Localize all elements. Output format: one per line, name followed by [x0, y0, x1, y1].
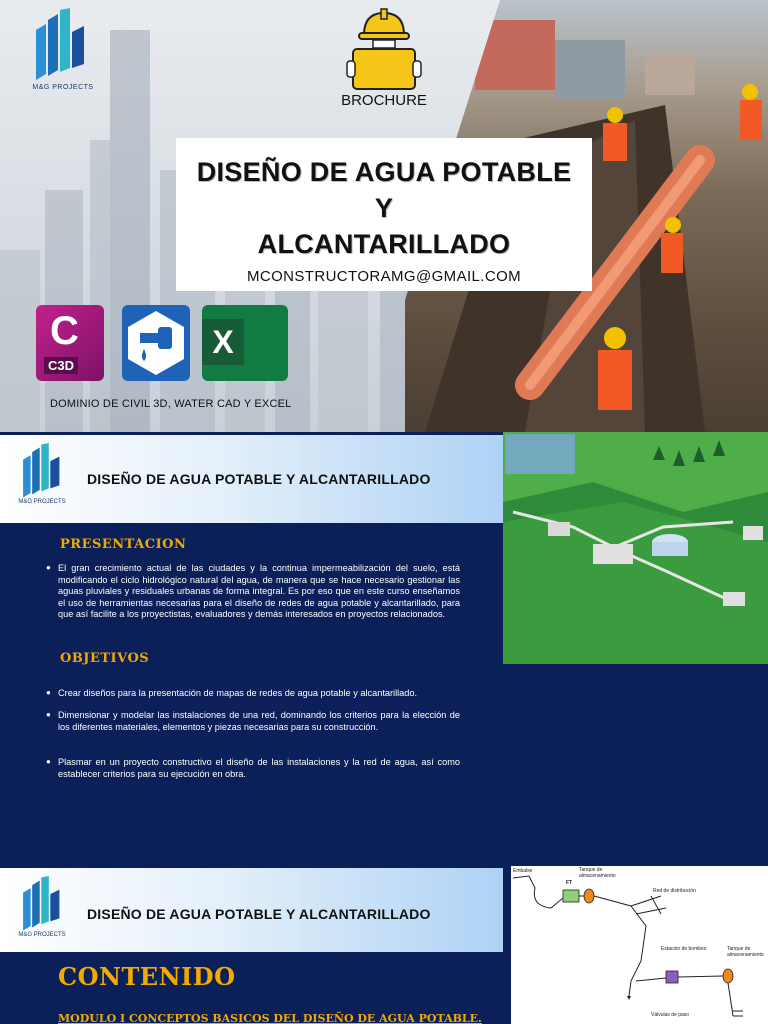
cover-section: [0, 0, 768, 432]
section-title: DISEÑO DE AGUA POTABLE Y ALCANTARILLADO: [87, 906, 431, 922]
presentacion-text: El gran crecimiento actual de las ciudades y la continua impermeabilización del suelo, está modificando el ciclo hidrológico natural del agua, de manera que se hace necesario gestionar las aguas pluviales y residuales urbanas de forma integral. Es por eso que en este curso enseñamos el uso de herramientas necesarias para el diseño de redes de agua potable y alcantarillado, para que así facilite a los proyectistas, evaluadores y demás interesados en proyectos relacionados.: [58, 563, 460, 620]
brochure-label: BROCHURE: [341, 92, 427, 109]
construction-worker-icon: [345, 5, 423, 93]
civil3d-badge: C3D: [44, 357, 78, 374]
label-tanque-top: Tanque de almacenamiento: [579, 867, 616, 879]
mg-projects-logo-small: [12, 443, 72, 505]
bullet-icon: ●: [46, 710, 51, 719]
mg-logo-icon: [30, 8, 92, 82]
contact-email[interactable]: MCONSTRUCTORAMG@GMAIL.COM: [246, 268, 522, 285]
water-cad-icon: [122, 305, 190, 381]
logo-name: M&G PROJECTS: [18, 932, 66, 938]
section-header-band: [0, 868, 503, 952]
cover-title-line-2: Y: [374, 193, 394, 223]
mg-projects-logo-small: [12, 876, 72, 938]
content-section: [0, 866, 768, 1024]
bullet-icon: ●: [46, 688, 51, 697]
logo-name: M&G PROJECTS: [32, 84, 94, 91]
civil3d-letter: C: [50, 309, 79, 353]
bullet-icon: ●: [46, 757, 51, 766]
water-system-diagram: [511, 866, 768, 1024]
presentation-section: [0, 432, 768, 866]
label-tanque-right: Tanque de almacenamiento: [727, 946, 764, 958]
software-domain-text: DOMINIO DE CIVIL 3D, WATER CAD Y EXCEL: [50, 398, 292, 410]
mg-logo-icon: [18, 876, 66, 932]
modulo-1-title: MODULO I CONCEPTOS BASICOS DEL DISEÑO DE AGUA POTABLE.: [58, 1012, 482, 1024]
contenido-heading: CONTENIDO: [58, 962, 236, 991]
section-title: DISEÑO DE AGUA POTABLE Y ALCANTARILLADO: [87, 471, 431, 487]
excel-letter: X: [202, 319, 244, 365]
civil-3d-icon: [36, 305, 104, 381]
logo-name: M&G PROJECTS: [18, 499, 66, 505]
objetivo-text: Crear diseños para la presentación de mapas de redes de agua potable y alcantarillado.: [58, 688, 418, 698]
mg-logo-icon: [18, 443, 66, 499]
objetivos-heading: OBJETIVOS: [60, 651, 150, 666]
cover-title-line-3: ALCANTARILLADO: [257, 229, 511, 259]
cover-title-line-1: DISEÑO DE AGUA POTABLE: [196, 157, 572, 187]
bullet-icon: ●: [46, 563, 51, 572]
excel-icon: [202, 305, 288, 381]
label-valvulas: Válvulas de paso: [651, 1012, 690, 1018]
section-header-band: [0, 435, 503, 523]
label-ft: FT: [566, 880, 573, 886]
objetivo-text: Plasmar en un proyecto constructivo el diseño de las instalaciones y la red de agua, así como establecer criterios para su ejecución en obra.: [58, 757, 460, 779]
presentacion-heading: PRESENTACION: [60, 537, 187, 552]
cover-title-box: [176, 138, 592, 291]
label-estacion: Estación de bombeo: [661, 946, 707, 952]
objetivo-text: Dimensionar y modelar las instalaciones de una red, dominando los criterios para la elección de los diferentes materiales, elementos y piezas necesarias para su construcción.: [58, 710, 460, 732]
label-embalse: Embalse: [513, 868, 533, 874]
water-network-illustration: [503, 432, 768, 664]
label-red: Red de distribución: [653, 888, 696, 894]
mg-projects-logo: [22, 8, 104, 91]
